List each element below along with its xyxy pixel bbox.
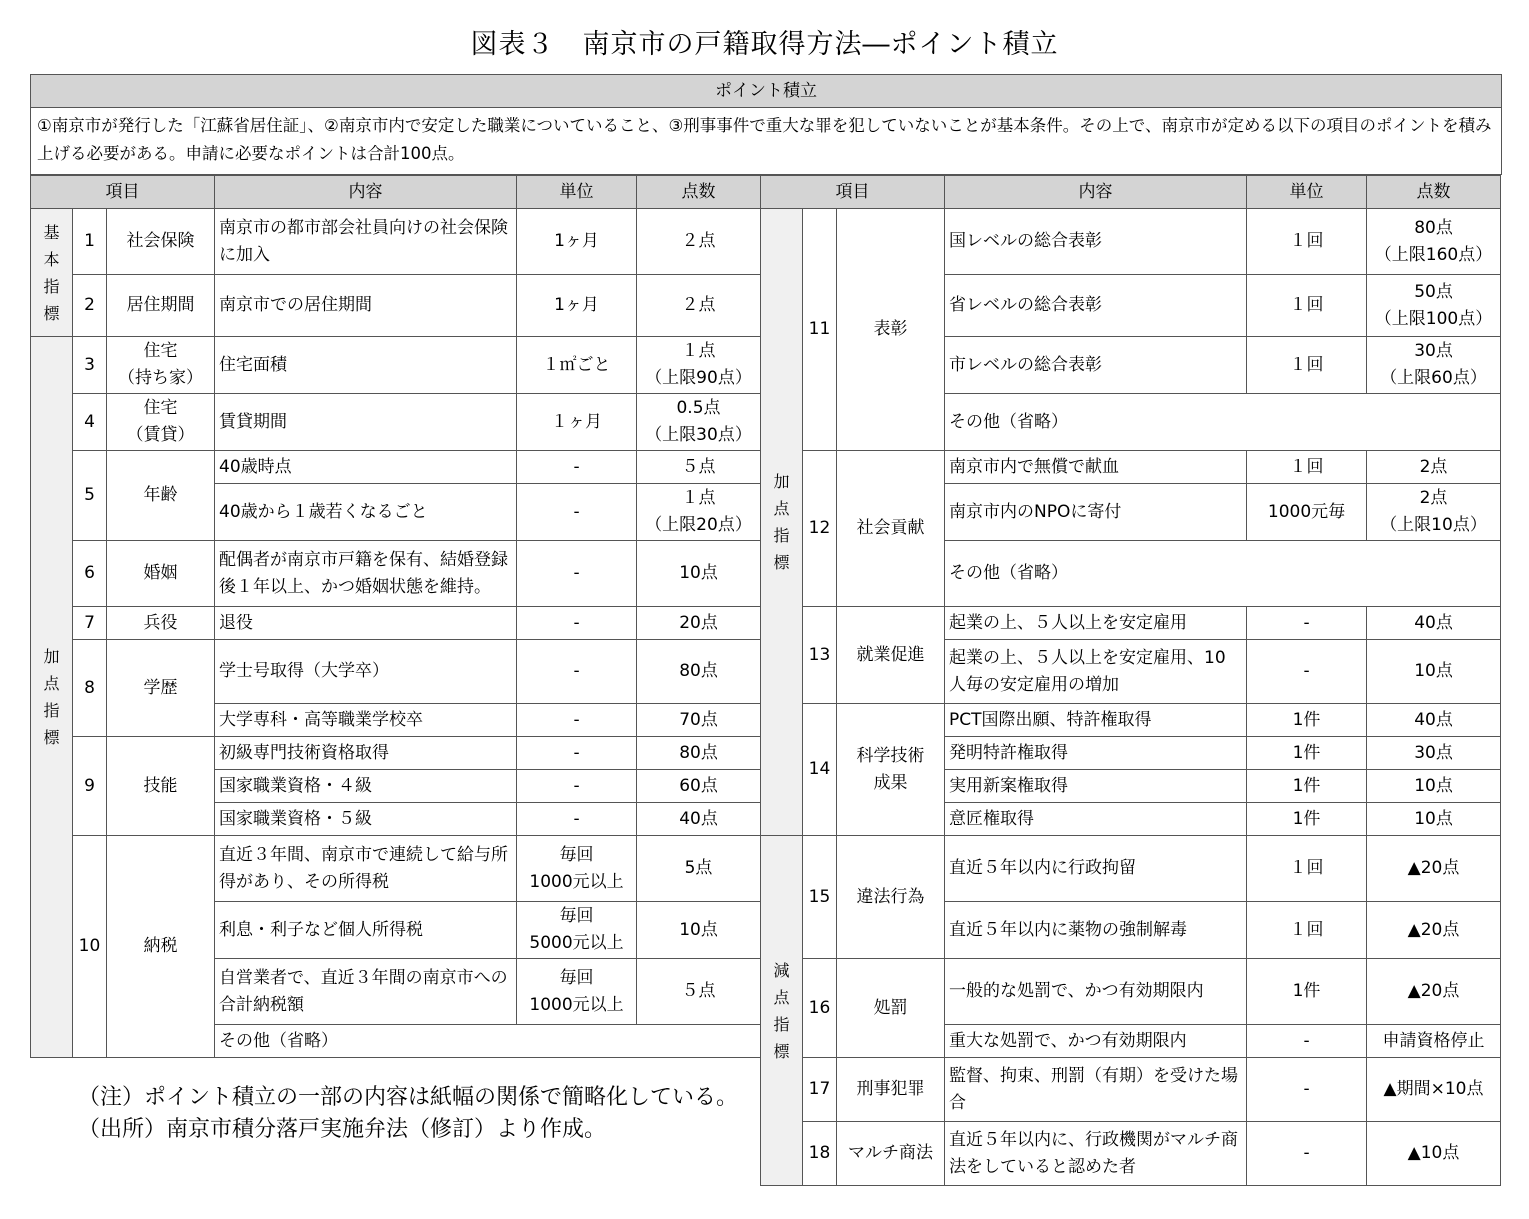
row-content: 自営業者で、直近３年間の南京市への合計納税額 [215, 959, 517, 1025]
row-content: 国家職業資格・４級 [215, 770, 517, 803]
table-row [761, 209, 1501, 275]
row-points: 10点 [637, 902, 761, 959]
row-number: 2 [73, 275, 107, 337]
table-row [761, 959, 1501, 1025]
row-points: ▲20点 [1367, 902, 1501, 959]
row-points: 40点 [1367, 607, 1501, 640]
row-content: 南京市での居住期間 [215, 275, 517, 337]
row-unit: - [1247, 1058, 1367, 1122]
table-row [31, 337, 761, 394]
figure-title: 図表３ 南京市の戸籍取得方法―ポイント積立 [470, 29, 1059, 60]
row-points: 70点 [637, 704, 761, 737]
summary-text: ①南京市が発行した「江蘇省居住証」、②南京市内で安定した職業についていること、③刑事事件で重大な罪を犯していないことが基本条件。その上で、南京市が定める以下の項目のポイントを積み上げる必要がある。申請に必要なポイントは合計100点。 [37, 116, 1492, 163]
row-points: 30点 （上限60点） [1367, 337, 1501, 394]
row-unit: - [1247, 640, 1367, 704]
row-content: 市レベルの総合表彰 [945, 337, 1247, 394]
row-item: 住宅 （持ち家） [107, 337, 215, 394]
row-content: 国レベルの総合表彰 [945, 209, 1247, 275]
row-points: ▲10点 [1367, 1122, 1501, 1186]
points-table-left [30, 175, 761, 1058]
row-unit: - [1247, 1025, 1367, 1058]
table-row [31, 394, 761, 451]
table-row [761, 1058, 1501, 1122]
row-content: 監督、拘束、刑罰（有期）を受けた場合 [945, 1058, 1247, 1122]
row-number: 15 [803, 836, 837, 959]
row-number: 4 [73, 394, 107, 451]
row-unit: - [517, 451, 637, 484]
row-content: 40歳時点 [215, 451, 517, 484]
row-unit: - [517, 704, 637, 737]
row-content: 重大な処罰で、かつ有効期限内 [945, 1025, 1247, 1058]
row-unit: - [517, 803, 637, 836]
row-item: 居住期間 [107, 275, 215, 337]
group-add-left: 加 点 指 標 [31, 337, 73, 1058]
row-item: 処罰 [837, 959, 945, 1058]
row-unit: - [1247, 1122, 1367, 1186]
row-number: 18 [803, 1122, 837, 1186]
row-content: 起業の上、５人以上を安定雇用 [945, 607, 1247, 640]
row-number: 6 [73, 541, 107, 607]
row-number: 17 [803, 1058, 837, 1122]
row-content: 直近５年以内に、行政機関がマルチ商法をしていると認めた者 [945, 1122, 1247, 1186]
row-unit: - [517, 640, 637, 704]
row-content: 退役 [215, 607, 517, 640]
table-row [31, 640, 761, 704]
table-row [761, 836, 1501, 902]
table-row [31, 607, 761, 640]
row-content: 配偶者が南京市戸籍を保有、結婚登録後１年以上、かつ婚姻状態を維持。 [215, 541, 517, 607]
row-content: 直近５年以内に薬物の強制解毒 [945, 902, 1247, 959]
table-row [31, 275, 761, 337]
row-number: 9 [73, 737, 107, 836]
row-points: 40点 [1367, 704, 1501, 737]
row-unit: 1ヶ月 [517, 209, 637, 275]
row-content: PCT国際出願、特許権取得 [945, 704, 1247, 737]
header-item: 項目 [761, 176, 945, 209]
row-points: 80点 （上限160点） [1367, 209, 1501, 275]
row-unit: 毎回 1000元以上 [517, 836, 637, 902]
row-content: 大学専科・高等職業学校卒 [215, 704, 517, 737]
table-row [31, 209, 761, 275]
row-points: 30点 [1367, 737, 1501, 770]
row-content: その他（省略） [215, 1025, 761, 1058]
row-number: 14 [803, 704, 837, 836]
table-row [761, 607, 1501, 640]
row-unit: 毎回 1000元以上 [517, 959, 637, 1025]
row-item: 年齢 [107, 451, 215, 541]
row-number: 11 [803, 209, 837, 451]
row-unit: 1件 [1247, 737, 1367, 770]
table-row [761, 451, 1501, 484]
row-content: 南京市内で無償で献血 [945, 451, 1247, 484]
row-number: 1 [73, 209, 107, 275]
row-content: 40歳から１歳若くなるごと [215, 484, 517, 541]
row-content: その他（省略） [945, 394, 1501, 451]
row-points: 申請資格停止 [1367, 1025, 1501, 1058]
row-number: 7 [73, 607, 107, 640]
row-item: 住宅 （賃貸） [107, 394, 215, 451]
table-row [761, 704, 1501, 737]
row-unit: 1件 [1247, 770, 1367, 803]
table-row [31, 737, 761, 770]
row-unit: 1件 [1247, 704, 1367, 737]
row-content: 学士号取得（大学卒） [215, 640, 517, 704]
row-points: 2点 （上限10点） [1367, 484, 1501, 541]
row-item: 社会貢献 [837, 451, 945, 607]
row-content: 意匠権取得 [945, 803, 1247, 836]
row-unit: 1件 [1247, 803, 1367, 836]
row-content: 直近５年以内に行政拘留 [945, 836, 1247, 902]
row-points: 10点 [637, 541, 761, 607]
row-points: ▲20点 [1367, 959, 1501, 1025]
row-unit: - [517, 484, 637, 541]
row-item: 社会保険 [107, 209, 215, 275]
table-row [31, 836, 761, 902]
row-content: 南京市の都市部会社員向けの社会保険に加入 [215, 209, 517, 275]
row-points: 20点 [637, 607, 761, 640]
row-item: マルチ商法 [837, 1122, 945, 1186]
row-content: 直近３年間、南京市で連続して給与所得があり、その所得税 [215, 836, 517, 902]
row-unit: １回 [1247, 451, 1367, 484]
header-unit: 単位 [517, 176, 637, 209]
row-points: ▲期間×10点 [1367, 1058, 1501, 1122]
row-number: 10 [73, 836, 107, 1058]
row-unit: 1件 [1247, 959, 1367, 1025]
group-add-right: 加 点 指 標 [761, 209, 803, 836]
group-basic: 基 本 指 標 [31, 209, 73, 337]
row-unit: １回 [1247, 902, 1367, 959]
row-points: ５点 [637, 451, 761, 484]
row-points: ２点 [637, 209, 761, 275]
row-unit: 毎回 5000元以上 [517, 902, 637, 959]
row-points: ▲20点 [1367, 836, 1501, 902]
row-item: 学歴 [107, 640, 215, 737]
row-number: 12 [803, 451, 837, 607]
row-content: 省レベルの総合表彰 [945, 275, 1247, 337]
row-content: 初級専門技術資格取得 [215, 737, 517, 770]
summary-header: ポイント積立 [31, 75, 1501, 108]
row-number: 3 [73, 337, 107, 394]
row-points: 10点 [1367, 803, 1501, 836]
row-content: 南京市内のNPOに寄付 [945, 484, 1247, 541]
row-item: 兵役 [107, 607, 215, 640]
row-item: 就業促進 [837, 607, 945, 704]
header-points: 点数 [637, 176, 761, 209]
header-item: 項目 [31, 176, 215, 209]
row-points: 50点 （上限100点） [1367, 275, 1501, 337]
table-row [31, 451, 761, 484]
row-unit: - [517, 770, 637, 803]
row-content: 一般的な処罰で、かつ有効期限内 [945, 959, 1247, 1025]
table-row [31, 541, 761, 607]
summary-box [30, 74, 1502, 175]
row-content: 国家職業資格・５級 [215, 803, 517, 836]
row-points: ５点 [637, 959, 761, 1025]
row-points: 10点 [1367, 770, 1501, 803]
row-content: 発明特許権取得 [945, 737, 1247, 770]
header-unit: 単位 [1247, 176, 1367, 209]
group-minus: 減 点 指 標 [761, 836, 803, 1186]
row-number: 16 [803, 959, 837, 1058]
table-row [761, 1122, 1501, 1186]
row-unit: １回 [1247, 275, 1367, 337]
row-points: 2点 [1367, 451, 1501, 484]
row-unit: １回 [1247, 337, 1367, 394]
row-content: その他（省略） [945, 541, 1501, 607]
row-item: 違法行為 [837, 836, 945, 959]
source-text: （出所）南京市積分落戸実施弁法（修訂）より作成。 [78, 1117, 607, 1142]
row-unit: - [1247, 607, 1367, 640]
row-item: 婚姻 [107, 541, 215, 607]
row-unit: １回 [1247, 836, 1367, 902]
row-item: 表彰 [837, 209, 945, 451]
row-content: 賃貸期間 [215, 394, 517, 451]
row-content: 起業の上、５人以上を安定雇用、10人毎の安定雇用の増加 [945, 640, 1247, 704]
row-points: 10点 [1367, 640, 1501, 704]
row-points: 80点 [637, 640, 761, 704]
points-table-right [760, 175, 1501, 1186]
row-number: 13 [803, 607, 837, 704]
row-unit: １回 [1247, 209, 1367, 275]
row-number: 5 [73, 451, 107, 541]
row-points: 40点 [637, 803, 761, 836]
row-item: 納税 [107, 836, 215, 1058]
row-content: 利息・利子など個人所得税 [215, 902, 517, 959]
row-unit: １ヶ月 [517, 394, 637, 451]
row-item: 刑事犯罪 [837, 1058, 945, 1122]
row-points: １点 （上限20点） [637, 484, 761, 541]
row-item: 技能 [107, 737, 215, 836]
row-unit: 1000元毎 [1247, 484, 1367, 541]
row-unit: 1ヶ月 [517, 275, 637, 337]
row-points: 60点 [637, 770, 761, 803]
row-unit: - [517, 541, 637, 607]
row-unit: １㎡ごと [517, 337, 637, 394]
row-item: 科学技術 成果 [837, 704, 945, 836]
row-number: 8 [73, 640, 107, 737]
row-points: 80点 [637, 737, 761, 770]
row-unit: - [517, 737, 637, 770]
row-points: 5点 [637, 836, 761, 902]
header-content: 内容 [215, 176, 517, 209]
row-content: 実用新案権取得 [945, 770, 1247, 803]
row-content: 住宅面積 [215, 337, 517, 394]
row-points: １点 （上限90点） [637, 337, 761, 394]
row-points: 0.5点 （上限30点） [637, 394, 761, 451]
header-points: 点数 [1367, 176, 1501, 209]
row-unit: - [517, 607, 637, 640]
footnotes [78, 1082, 738, 1146]
row-points: ２点 [637, 275, 761, 337]
note-text: （注）ポイント積立の一部の内容は紙幅の関係で簡略化している。 [78, 1085, 739, 1110]
header-content: 内容 [945, 176, 1247, 209]
